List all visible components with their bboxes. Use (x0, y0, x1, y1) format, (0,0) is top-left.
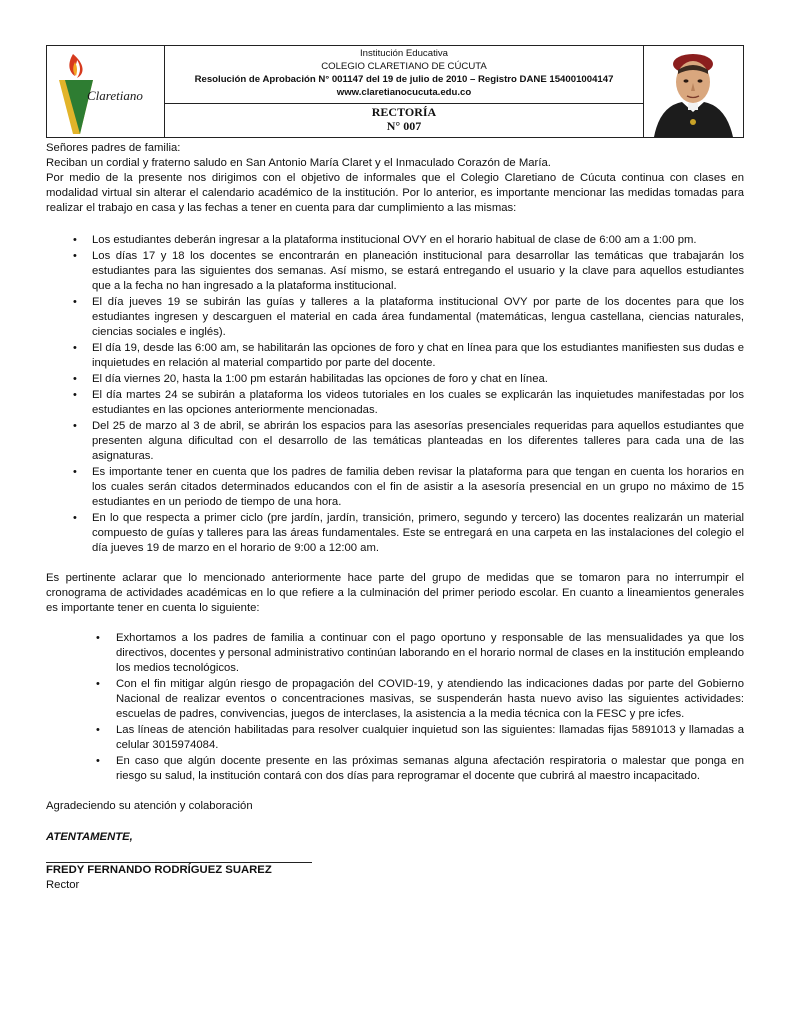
svg-text:Claretiano: Claretiano (87, 88, 143, 103)
signer-title: Rector (46, 879, 80, 891)
institution-info (164, 46, 644, 104)
letterhead (46, 45, 744, 138)
office-title: RECTORÍA (371, 105, 437, 119)
list-item: • El día viernes 20, hasta la 1:00 pm estarán habilitadas las opciones de foro y chat en línea. (46, 372, 744, 387)
school-website: www.claretianocucuta.edu.co (336, 87, 472, 98)
institution-label: Institución Educativa (360, 48, 448, 59)
list-item: • El día martes 24 se subirán a plataforma los videos tutoriales en los cuales se explicarán las inquietudes manifestadas por los estudiantes en las opciones anteriormente mencionadas. (46, 388, 744, 418)
list-item: • Es importante tener en cuenta que los padres de familia deben revisar la plataforma para que tengan en cuenta los horarios en los cuales serán citados determinados educandos con el fin de asistir a la asesoría presencial en un grupo no máximo de 15 estudiantes en un periodo de tiempo de una hora. (46, 465, 744, 510)
list-item: • Exhortamos a los padres de familia a continuar con el pago oportuno y responsable de las mensualidades ya que los directivos, docentes y personal administrativo continúan laborando en el horario normal de clases en la institución empleando los medios tecnológicos. (46, 631, 744, 676)
intro-paragraph: Por medio de la presente nos dirigimos con el objetivo de informales que el Colegio Claretiano de Cúcuta continua con clases en modalidad virtual sin alterar el calendario académico de la institución. Por lo anterior, es importante mencionar las medidas tomadas para realizar el trabajo en casa y las fechas a tener en cuenta para dar cumplimiento a las mismas: (46, 172, 744, 214)
greeting: Señores padres de familia: (46, 142, 181, 154)
list-item: • Las líneas de atención habilitadas para resolver cualquier inquietud son las siguientes: llamadas fijas 5891013 y llamadas a celular 3015974084. (46, 723, 744, 753)
list-item: • El día jueves 19 se subirán las guías y talleres a la plataforma institucional OVY por parte de los docentes para que los estudiantes ingresen y descarguen el material en cada área fundamental (matemáticas, lengua castellana, ciencias naturales, ciencias sociales e inglés). (46, 295, 744, 340)
list-item: • Los estudiantes deberán ingresar a la plataforma institucional OVY en el horario habitual de clase de 6:00 am a 1:00 pm. (46, 233, 744, 248)
letter-body (46, 141, 744, 893)
list-item: • En lo que respecta a primer ciclo (pre jardín, jardín, transición, primero, segundo y tercero) las docentes realizarán un material compuesto de guías y talleres para las áreas fundamentales. Este se entregará en una carpeta en las instalaciones del colegio el día jueves 19 de marzo en el horario de 9:00 a 12:00 am. (46, 511, 744, 556)
document-id (164, 103, 644, 139)
school-name: COLEGIO CLARETIANO DE CÚCUTA (321, 61, 487, 72)
founder-portrait (643, 46, 743, 137)
list-item: • Del 25 de marzo al 3 de abril, se abrirán los espacios para las asesorías presenciales requeridas para aquellos estudiantes que presenten alguna dificultad con el desarrollo de las temáticas planteadas en los diferentes talleres para cada una de las asignaturas. (46, 419, 744, 464)
measures-list (46, 233, 744, 556)
thanks-line: Agradeciendo su atención y colaboración (46, 800, 253, 812)
salutation: Reciban un cordial y fraterno saludo en San Antonio María Claret y el Inmaculado Corazón de María. (46, 157, 551, 169)
letterhead-center (164, 46, 644, 137)
resolution-line: Resolución de Aprobación N° 001147 del 19 de julio de 2010 – Registro DANE 154001004147 (194, 74, 614, 85)
clarification-paragraph: Es pertinente aclarar que lo mencionado anteriormente hace parte del grupo de medidas que se tomaron para no interrumpir el cronograma de actividades académicas en lo que refiere a la culminación del primer periodo escolar. En cuanto a lineamientos generales es importante tener en cuenta lo siguiente: (46, 572, 744, 614)
list-item: • Los días 17 y 18 los docentes se encontrarán en planeación institucional para desarrollar las temáticas que trabajarán los estudiantes para las siguientes dos semanas. Así mismo, se estará entregando el usuario y la clave para aquellos estudiantes que a la fecha no han ingresado a la plataforma institucional. (46, 249, 744, 294)
signer-name: FREDY FERNANDO RODRÍGUEZ SUAREZ (46, 864, 272, 876)
torch-logo-icon (47, 46, 164, 137)
portrait-image (644, 46, 743, 137)
closing: ATENTAMENTE, (46, 831, 133, 843)
list-item: • El día 19, desde las 6:00 am, se habilitarán las opciones de foro y chat en línea para que los estudiantes manifiesten sus dudas e inquietudes en relación al material compartido por parte del docente. (46, 341, 744, 371)
document-number: N° 007 (386, 119, 422, 133)
school-logo (47, 46, 165, 137)
guidelines-list (46, 631, 744, 784)
list-item: • Con el fin mitigar algún riesgo de propagación del COVID-19, y atendiendo las indicaciones dadas por parte del Gobierno Nacional de realizar eventos o concentraciones masivas, se suspenderán hasta nuevo aviso las siguientes actividades: escuelas de padres, convivencias, juegos de interclases, la asistencia a la media técnica con la FESC y pre icfes. (46, 677, 744, 722)
list-item: • En caso que algún docente presente en las próximas semanas alguna afectación respiratoria o malestar que ponga en riesgo su salud, la institución contará con dos días para reprogramar el docente que cubrirá al maestro incapacitado. (46, 754, 744, 784)
